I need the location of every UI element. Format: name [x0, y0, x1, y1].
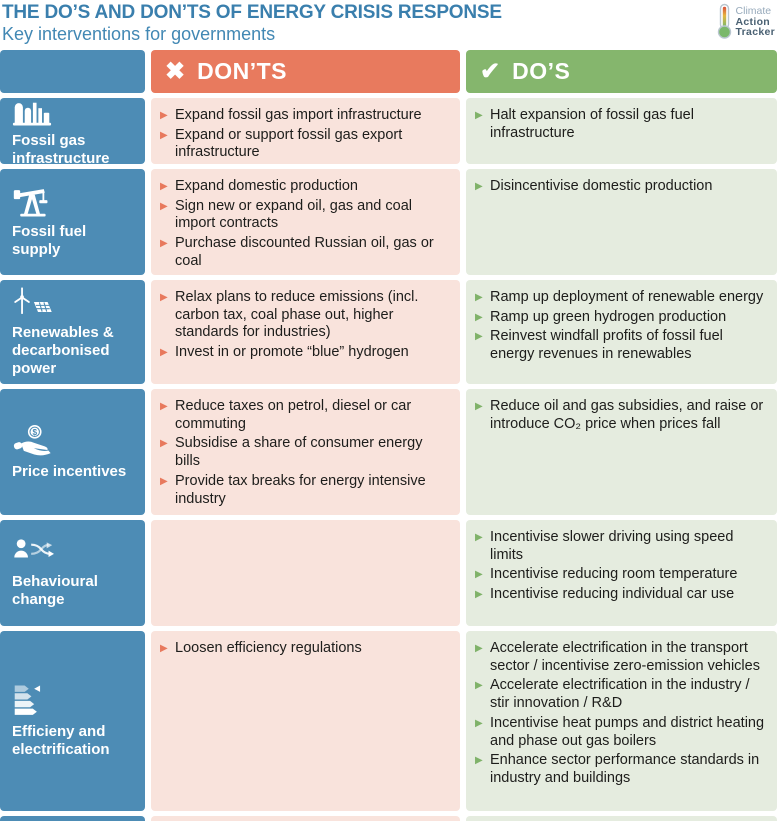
category-label: Behavioural change	[12, 573, 98, 608]
do-item	[475, 529, 767, 564]
do-item-text: Disincentivise domestic production	[490, 178, 713, 194]
do-item-text: Halt expansion of fossil gas fuel infrastructure	[490, 107, 694, 141]
category-label: Price incentives	[12, 463, 127, 480]
category-label: Efficieny and electrification	[12, 723, 110, 758]
do-bullet-icon: ▶	[475, 589, 483, 601]
check-mark-icon: ✔	[480, 57, 501, 85]
efficiency-label-icon	[12, 683, 135, 717]
donts-cell-price-incentives	[151, 389, 460, 515]
do-bullet-icon: ▶	[475, 331, 483, 343]
climate-action-tracker-logo	[716, 2, 775, 44]
donts-column-header	[151, 50, 460, 93]
do-item-text: Incentivise slower driving using speed limits	[490, 529, 734, 563]
donts-header-label: DON’TS	[197, 58, 287, 84]
do-item	[475, 566, 767, 584]
dont-item	[160, 289, 450, 342]
category-label: Fossil fuel supply	[12, 223, 87, 258]
page-subtitle: Key interventions for governments	[2, 24, 276, 44]
donts-cell-behavioural-change	[151, 520, 460, 626]
dont-bullet-icon: ▶	[160, 347, 168, 359]
thermometer-icon	[716, 3, 733, 44]
dont-item	[160, 344, 450, 362]
do-item	[475, 328, 767, 363]
dont-item-text: Expand fossil gas import infrastructure	[175, 107, 422, 123]
dont-item	[160, 398, 450, 433]
do-bullet-icon: ▶	[475, 643, 483, 654]
do-item-text: Incentivise reducing individual car use	[490, 586, 735, 603]
dont-item-text: Purchase discounted Russian oil, gas or coal	[175, 235, 434, 269]
do-item	[475, 398, 767, 433]
category-cell-price-incentives	[0, 389, 145, 515]
dont-bullet-icon: ▶	[160, 110, 168, 121]
do-item-text: Incentivise reducing room temperature	[490, 566, 738, 583]
donts-cell-fossil-gas-infrastructure	[151, 98, 460, 164]
dont-item	[160, 127, 450, 162]
do-item-text: Reinvest windfall profits of fossil fuel energy revenues in renewables	[490, 328, 723, 363]
do-item	[475, 640, 767, 675]
logo-wordmark: Climate Action Tracker	[735, 5, 775, 38]
dont-item	[160, 435, 450, 470]
do-item	[475, 289, 767, 307]
dont-bullet-icon: ▶	[160, 475, 168, 487]
do-bullet-icon: ▶	[475, 717, 483, 729]
do-item-text: Incentivise heat pumps and district heating and phase out gas boilers	[490, 714, 765, 749]
dont-item	[160, 640, 450, 658]
category-cell-row-7	[0, 816, 145, 821]
dos-cell-behavioural-change	[466, 520, 777, 626]
x-mark-icon: ✖	[165, 57, 186, 85]
coin-hand-icon	[12, 423, 135, 457]
corner-header-cell	[0, 50, 145, 93]
do-item	[475, 309, 767, 327]
do-item-text: Accelerate electrification in the transport sector / incentivise zero-emission vehicles	[490, 640, 760, 674]
category-label: Renewables & decarbonised power	[12, 324, 114, 377]
do-bullet-icon: ▶	[475, 532, 483, 543]
dont-item	[160, 107, 450, 125]
dont-bullet-icon: ▶	[160, 238, 168, 250]
dos-cell-row-7	[466, 816, 777, 821]
do-item-text: Ramp up green hydrogen production	[490, 308, 727, 325]
gas-plant-icon	[12, 94, 135, 126]
do-bullet-icon: ▶	[475, 181, 483, 192]
dont-item	[160, 178, 450, 196]
dos-cell-fossil-fuel-supply	[466, 169, 777, 275]
dont-item-text: Loosen efficiency regulations	[175, 640, 362, 656]
dont-item	[160, 235, 450, 270]
dos-cell-efficieny-and-electrification	[466, 631, 777, 811]
do-bullet-icon: ▶	[475, 680, 483, 692]
do-bullet-icon: ▶	[475, 755, 483, 767]
do-item-text: Reduce oil and gas subsidies, and raise or introduce CO₂ price when prices fall	[490, 398, 764, 432]
svg-text:$: $	[32, 427, 38, 437]
dos-header-label: DO’S	[512, 58, 571, 84]
donts-cell-fossil-fuel-supply	[151, 169, 460, 275]
dont-item-text: Provide tax breaks for energy intensive industry	[175, 472, 426, 507]
page-header	[0, 0, 777, 50]
title-block	[2, 2, 502, 45]
do-bullet-icon: ▶	[475, 311, 483, 323]
dont-item	[160, 473, 450, 508]
interventions-table	[0, 50, 777, 821]
do-bullet-icon: ▶	[475, 569, 483, 581]
do-item-text: Accelerate electrification in the industry / stir innovation / R&D	[490, 677, 750, 712]
donts-cell-row-7	[151, 816, 460, 821]
do-item	[475, 586, 767, 604]
dos-cell-fossil-gas-infrastructure	[466, 98, 777, 164]
category-cell-renewables-&-decarbonised-power	[0, 280, 145, 384]
dont-bullet-icon: ▶	[160, 643, 168, 654]
dont-item-text: Subsidise a share of consumer energy bills	[175, 435, 423, 470]
do-bullet-icon: ▶	[475, 110, 483, 121]
category-cell-fossil-gas-infrastructure	[0, 98, 145, 167]
category-cell-fossil-fuel-supply	[0, 169, 145, 275]
donts-cell-renewables-&-decarbonised-power	[151, 280, 460, 384]
dos-column-header	[466, 50, 777, 93]
dont-item-text: Expand or support fossil gas export infrastructure	[175, 126, 403, 161]
do-item-text: Ramp up deployment of renewable energy	[490, 289, 764, 305]
dont-bullet-icon: ▶	[160, 181, 168, 192]
dos-cell-renewables-&-decarbonised-power	[466, 280, 777, 384]
category-cell-behavioural-change	[0, 520, 145, 626]
person-change-icon	[12, 537, 135, 567]
donts-cell-efficieny-and-electrification	[151, 631, 460, 811]
dont-item-text: Invest in or promote “blue” hydrogen	[175, 344, 409, 361]
do-item	[475, 752, 767, 787]
do-item	[475, 107, 767, 142]
do-bullet-icon: ▶	[475, 292, 483, 303]
dont-item-text: Reduce taxes on petrol, diesel or car commuting	[175, 398, 412, 432]
do-bullet-icon: ▶	[475, 401, 483, 412]
oil-pumpjack-icon	[12, 185, 135, 217]
dont-item-text: Sign new or expand oil, gas and coal import contracts	[175, 197, 412, 232]
page-title: THE DO’S AND DON’TS OF ENERGY CRISIS RESPONSE	[2, 2, 502, 23]
dont-item-text: Relax plans to reduce emissions (incl. carbon tax, coal phase out, higher standards for industries)	[175, 289, 419, 341]
dont-bullet-icon: ▶	[160, 292, 168, 303]
dont-bullet-icon: ▶	[160, 401, 168, 412]
dont-item	[160, 198, 450, 233]
category-label: Fossil gas infrastructure	[12, 132, 110, 167]
do-item-text: Enhance sector performance standards in industry and buildings	[490, 752, 760, 786]
do-item	[475, 178, 767, 196]
dont-bullet-icon: ▶	[160, 129, 168, 141]
dont-bullet-icon: ▶	[160, 438, 168, 450]
do-item	[475, 715, 767, 750]
dos-cell-price-incentives	[466, 389, 777, 515]
wind-turbine-solar-icon	[12, 286, 135, 318]
do-item	[475, 677, 767, 712]
dont-item-text: Expand domestic production	[175, 178, 358, 194]
category-cell-efficieny-and-electrification	[0, 631, 145, 811]
dont-bullet-icon: ▶	[160, 200, 168, 212]
